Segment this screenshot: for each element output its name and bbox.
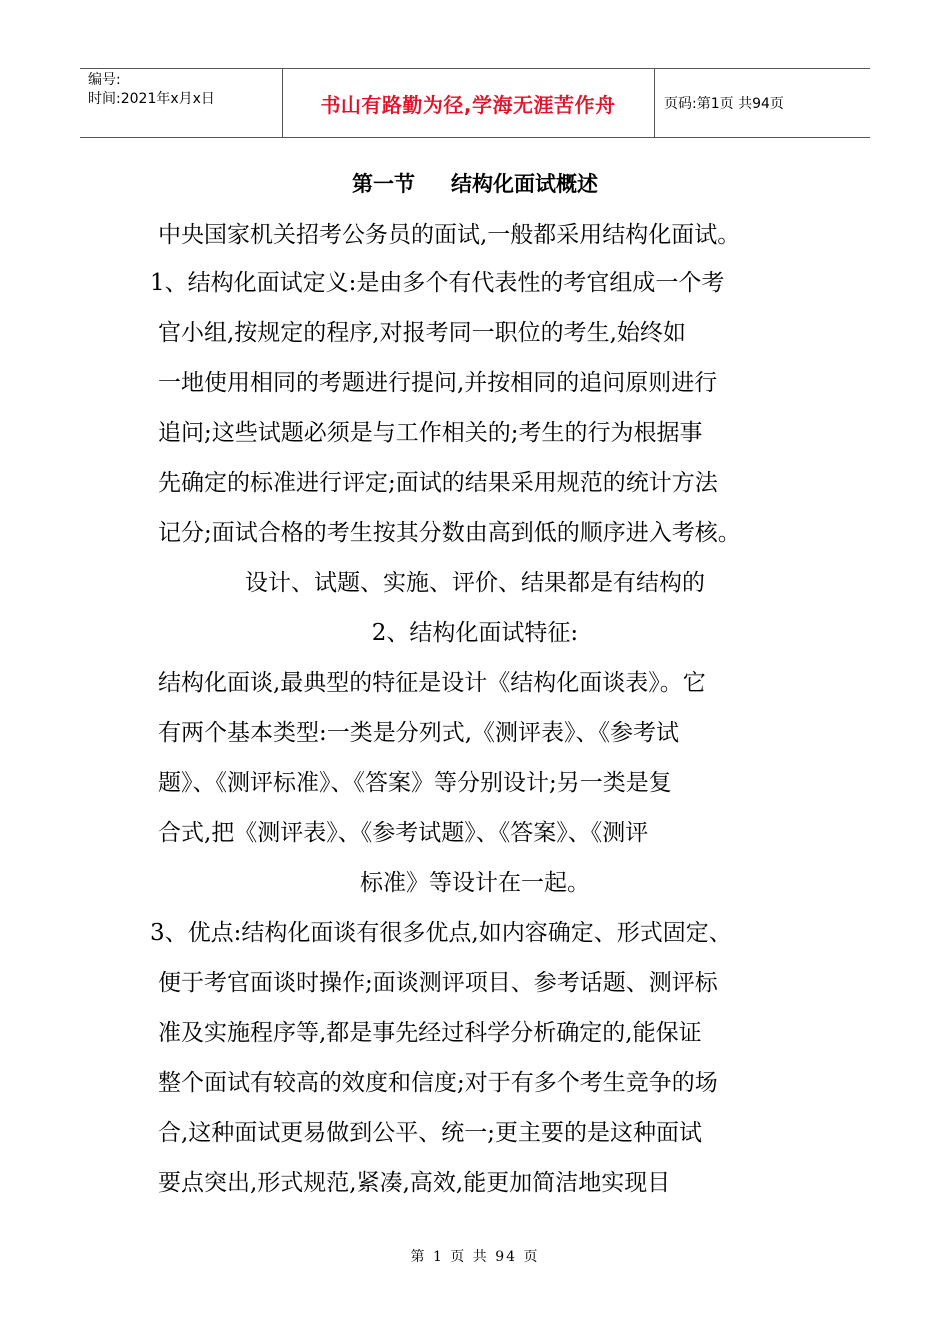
body-line: 合,这种面试更易做到公平、统一;更主要的是这种面试 xyxy=(158,1120,703,1146)
header-motto: 书山有路勤为径,学海无涯苦作舟 xyxy=(320,92,616,117)
body-line: 合式,把《测评表》、《参考试题》、《答案》、《测评 xyxy=(158,820,649,846)
header-meta xyxy=(88,71,215,109)
body-line: 中央国家机关招考公务员的面试,一般都采用结构化面试。 xyxy=(158,222,741,248)
body-line: 标准》等设计在一起。 xyxy=(360,870,590,896)
body-line: 1、结构化面试定义:是由多个有代表性的考官组成一个考 xyxy=(150,270,725,296)
body-line: 便于考官面谈时操作;面谈测评项目、参考话题、测评标 xyxy=(158,970,718,996)
body-line: 3、优点:结构化面谈有很多优点,如内容确定、形式固定、 xyxy=(150,920,732,946)
body-line: 一地使用相同的考题进行提问,并按相同的追问原则进行 xyxy=(158,370,718,396)
header-divider xyxy=(654,69,655,137)
section-name: 结构化面试概述 xyxy=(451,172,598,196)
body-line: 结构化面谈,最典型的特征是设计《结构化面谈表》。它 xyxy=(158,670,706,696)
body-line: 要点突出,形式规范,紧凑,高效,能更加简洁地实现目 xyxy=(158,1170,671,1196)
document-date: 时间:2021年x月x日 xyxy=(88,91,215,107)
body-line: 设计、试题、实施、评价、结果都是有结构的 xyxy=(245,570,705,596)
body-line: 准及实施程序等,都是事先经过科学分析确定的,能保证 xyxy=(158,1020,702,1046)
body-line: 记分;面试合格的考生按其分数由高到低的顺序进入考核。 xyxy=(158,520,741,546)
page-footer: 第 1 页 共 94 页 xyxy=(410,1249,540,1265)
section-title xyxy=(0,168,950,198)
section-number: 第一节 xyxy=(352,172,415,196)
body-line: 题》、《测评标准》、《答案》等分别设计;另一类是复 xyxy=(158,770,672,796)
body-line: 整个面试有较高的效度和信度;对于有多个考生竞争的场 xyxy=(158,1070,718,1096)
header-page-info: 页码:第1页 共94页 xyxy=(664,96,784,112)
document-number-label: 编号: xyxy=(88,72,121,88)
page-header xyxy=(80,68,870,138)
body-line: 先确定的标准进行评定;面试的结果采用规范的统计方法 xyxy=(158,470,718,496)
body-line: 追问;这些试题必须是与工作相关的;考生的行为根据事 xyxy=(158,420,703,446)
body-line: 官小组,按规定的程序,对报考同一职位的考生,始终如 xyxy=(158,320,686,346)
body-line: 有两个基本类型:一类是分列式,《测评表》、《参考试 xyxy=(158,720,680,746)
subheading: 2、结构化面试特征: xyxy=(371,620,579,646)
